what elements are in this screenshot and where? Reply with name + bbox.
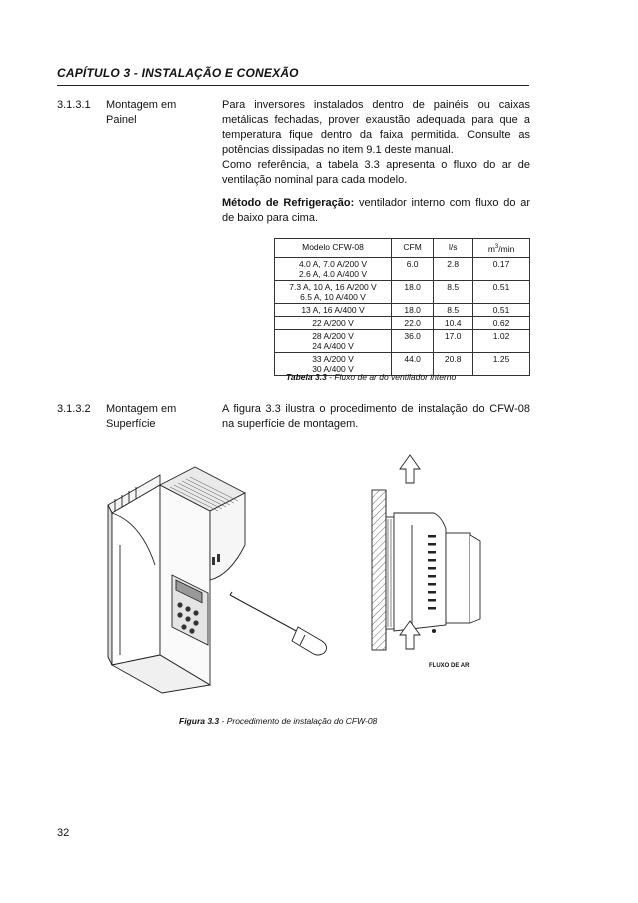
- table-caption-label: Tabela 3.3: [286, 372, 327, 382]
- airflow-table: [274, 238, 530, 376]
- cell-m3min: 0.51: [473, 303, 530, 316]
- section-title-2: [106, 402, 176, 432]
- figure-caption-text: - Procedimento de instalação do CFW-08: [219, 716, 378, 726]
- cell-m3min: 0.62: [473, 316, 530, 329]
- cooling-method-text: ventilador interno com fluxo do ar de baixo para cima.: [222, 197, 531, 224]
- cell-model-line: 7.3 A, 10 A, 16 A/200 V: [289, 281, 377, 292]
- section-2-paragraph: A figura 3.3 ilustra o procedimento de instalação do CFW-08 na superfície de montagem.: [222, 403, 530, 430]
- cell-model: [275, 316, 392, 329]
- header-m3min-unit: /min: [498, 243, 515, 254]
- header-rule: [57, 85, 529, 86]
- section-1-paragraph-1: Para inversores instalados dentro de painéis ou caixas metálicas fechadas, prover exaustão adequada para que a temperatura fique dentro da faixa permitida. Consulte as potências dissipadas no item 9.1 deste manual.: [222, 99, 530, 156]
- cell-model: [275, 257, 392, 280]
- cell-cfm: 22.0: [392, 316, 434, 329]
- cooling-method-label: Método de Refrigeração:: [222, 197, 355, 209]
- header-m3min-base: m: [487, 243, 495, 254]
- cell-model: [275, 329, 392, 352]
- cell-model-line: 33 A/200 V: [312, 353, 354, 364]
- cooling-method-paragraph: [222, 196, 530, 226]
- header-model: Modelo CFW-08: [275, 239, 392, 258]
- cell-model: [275, 280, 392, 303]
- table-row: [275, 329, 530, 352]
- side-view-airflow-drawing: [372, 455, 512, 655]
- header-cfm: CFM: [392, 239, 434, 258]
- cell-ls: 17.0: [434, 329, 473, 352]
- table-row: [275, 303, 530, 316]
- section-title-2-line1: Montagem em: [106, 403, 177, 415]
- section-2-body: [222, 402, 530, 432]
- chapter-title: CAPÍTULO 3 - INSTALAÇÃO E CONEXÃO: [57, 66, 299, 80]
- figure-caption-label: Figura 3.3: [179, 716, 220, 726]
- table-caption-text: - Fluxo de ar do ventilador interno: [326, 372, 457, 382]
- cell-model-line: 4.0 A, 7.0 A/200 V: [298, 258, 368, 269]
- cell-m3min: 1.02: [473, 329, 530, 352]
- section-number-1: 3.1.3.1: [57, 99, 91, 111]
- header-m3min-sup: 3: [494, 244, 499, 250]
- cell-cfm: 18.0: [392, 303, 434, 316]
- table-header-row: [275, 239, 530, 258]
- cell-m3min: 1.25: [473, 352, 530, 375]
- section-title-1-line2: Painel: [106, 114, 137, 126]
- inverter-isometric-drawing: [100, 455, 340, 695]
- table-row: [275, 280, 530, 303]
- cell-model-line: 22 A/200 V: [312, 317, 354, 328]
- cell-ls: 8.5: [434, 303, 473, 316]
- cell-model-line: 30 A/400 V: [312, 363, 354, 374]
- cell-cfm: 44.0: [392, 352, 434, 375]
- cell-model-line: 6.5 A, 10 A/400 V: [300, 291, 366, 302]
- cell-model-line: 13 A, 16 A/400 V: [301, 304, 365, 315]
- section-number-2: 3.1.3.2: [57, 403, 91, 415]
- header-m3min: [473, 239, 530, 258]
- section-1-body: [222, 98, 530, 226]
- section-1-paragraph-2: Como referência, a tabela 3.3 apresenta o fluxo do ar de ventilação nominal para cada modelo.: [222, 159, 530, 186]
- table-caption: [286, 372, 456, 382]
- cell-cfm: 18.0: [392, 280, 434, 303]
- cell-ls: 10.4: [434, 316, 473, 329]
- cell-model-line: 24 A/400 V: [312, 340, 354, 351]
- page-number: 32: [57, 827, 70, 839]
- figure-caption: [179, 716, 377, 726]
- airflow-up-arrow-top: [400, 455, 420, 483]
- cell-ls: 20.8: [434, 352, 473, 375]
- section-title-1-line1: Montagem em: [106, 99, 177, 111]
- cell-model-line: 28 A/200 V: [312, 330, 354, 341]
- table-row: [275, 257, 530, 280]
- table-row: [275, 316, 530, 329]
- cell-cfm: 36.0: [392, 329, 434, 352]
- header-ls: l/s: [434, 239, 473, 258]
- section-title-1: [106, 98, 176, 128]
- cell-model-line: 2.6 A, 4.0 A/400 V: [298, 268, 368, 279]
- cell-ls: 8.5: [434, 280, 473, 303]
- cell-m3min: 0.17: [473, 257, 530, 280]
- section-title-2-line2: Superfície: [106, 418, 156, 430]
- cell-cfm: 6.0: [392, 257, 434, 280]
- cell-m3min: 0.51: [473, 280, 530, 303]
- cell-ls: 2.8: [434, 257, 473, 280]
- cell-model: [275, 303, 392, 316]
- airflow-label: FLUXO DE AR: [429, 663, 470, 669]
